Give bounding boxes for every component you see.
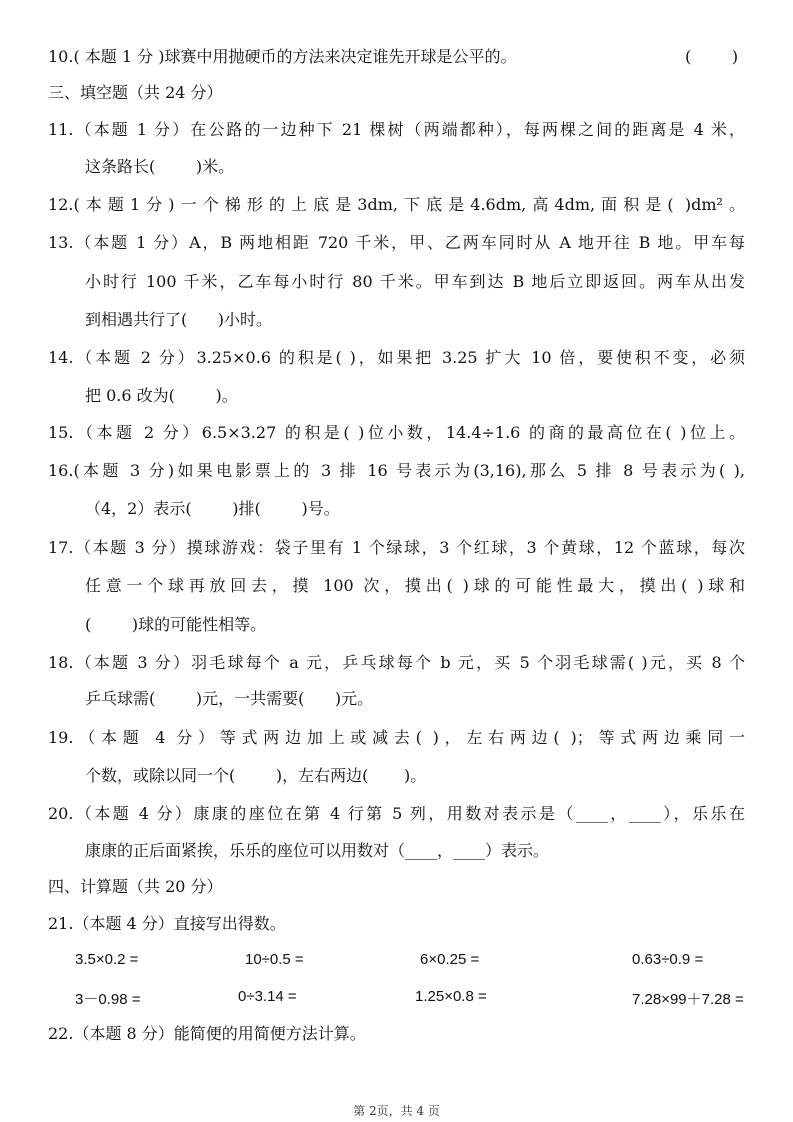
calc-item: 3－0.98 =: [75, 991, 141, 1008]
question-14-line-1: 14.（本题 2 分）3.25×0.6 的积是( )，如果把 3.25 扩大 10 倍，要使积不变，必须: [48, 348, 745, 367]
question-16-line-2: （4，2）表示( )排( )号。: [85, 499, 340, 518]
question-15: 15.（本题 2 分）6.5×3.27 的积是( )位小数，14.4÷1.6 的商的最高位在( )位上。: [48, 423, 745, 442]
question-11-line-1: 11.（本题 1 分）在公路的一边种下 21 棵树（两端都种），每两棵之间的距离是 4 米，: [48, 120, 745, 139]
question-20-line-1: 20.（本题 4 分）康康的座位在第 4 行第 5 列，用数对表示是（____，____），乐乐在: [48, 804, 745, 823]
question-11-line-2: 这条路长( )米。: [85, 157, 235, 176]
question-22: 22.（本题 8 分）能简便的用简便方法计算。: [48, 1024, 366, 1043]
calc-item: 10÷0.5 =: [245, 951, 304, 968]
page-footer: 第 2页，共 4 页: [353, 1104, 440, 1118]
question-13-line-1: 13.（本题 1 分）A，B 两地相距 720 千米，甲、乙两车同时从 A 地开往 B 地。甲车每: [48, 233, 745, 252]
question-20-line-2: 康康的正后面紧挨，乐乐的座位可以用数对（____，____）表示。: [85, 841, 550, 860]
question-17-line-2: 任意一个球再放回去，摸 100 次，摸出( )球的可能性最大，摸出( )球和: [85, 576, 745, 595]
calc-item: 0.63÷0.9 =: [632, 951, 704, 968]
q10-answer-blank: ( ): [685, 47, 739, 66]
question-21: 21.（本题 4 分）直接写出得数。: [48, 914, 286, 933]
question-13-line-2: 小时行 100 千米，乙车每小时行 80 千米。甲车到达 B 地后立即返回。两车从出发: [85, 272, 745, 291]
calc-item: 7.28×99＋7.28 =: [632, 991, 744, 1008]
question-14-line-2: 把 0.6 改为( )。: [85, 386, 238, 405]
question-19-line-2: 个数，或除以同一个( )，左右两边( )。: [85, 766, 427, 785]
question-17-line-3: ( )球的可能性相等。: [85, 615, 267, 634]
calc-item: 3.5×0.2 =: [75, 951, 139, 968]
question-17-line-1: 17.（本题 3 分）摸球游戏：袋子里有 1 个绿球，3 个红球，3 个黄球，12 个蓝球，每次: [48, 538, 745, 557]
question-19-line-1: 19.（本题 4 分）等式两边加上或减去( )，左右两边( )；等式两边乘同一: [48, 728, 745, 747]
calc-item: 0÷3.14 =: [238, 988, 297, 1005]
section-heading-calculation: 四、计算题（共 20 分）: [48, 877, 223, 896]
question-10: 10.( 本题 1 分 )球赛中用抛硬币的方法来决定谁先开球是公平的。: [48, 47, 517, 66]
question-16-line-1: 16.(本题 3 分)如果电影票上的 3 排 16 号表示为(3,16),那么 5 排 8 号表示为( ),: [48, 461, 745, 480]
question-12: 12.(本题1分)一个梯形的上底是3dm,下底是4.6dm,高4dm,面积是( )dm²。: [48, 195, 745, 214]
calc-item: 1.25×0.8 =: [415, 988, 487, 1005]
question-13-line-3: 到相遇共行了( )小时。: [85, 310, 273, 329]
calc-item: 6×0.25 =: [420, 951, 480, 968]
question-18-line-2: 乒乓球需( )元，一共需要( )元。: [85, 689, 374, 708]
section-heading-fill-in: 三、填空题（共 24 分）: [48, 83, 223, 102]
question-18-line-1: 18.（本题 3 分）羽毛球每个 a 元，乒乓球每个 b 元，买 5 个羽毛球需( )元，买 8 个: [48, 653, 745, 672]
